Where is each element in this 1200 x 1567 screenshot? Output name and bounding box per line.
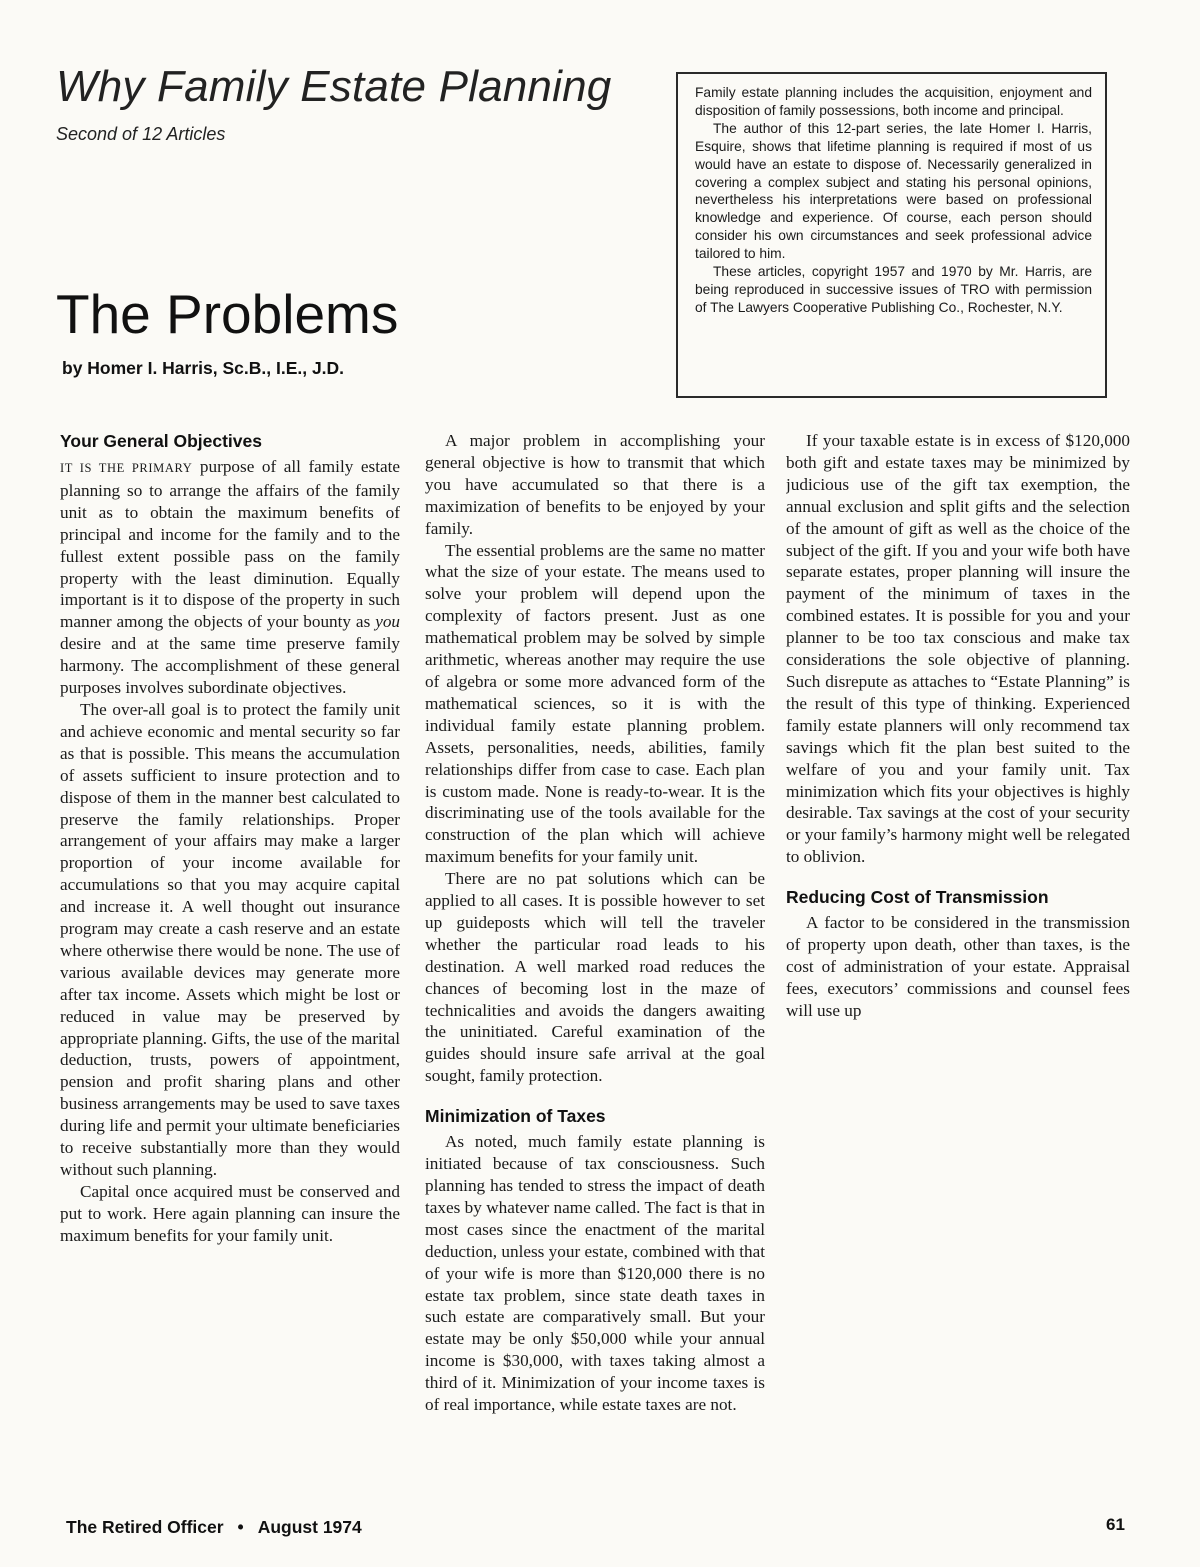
- intro-box: [676, 72, 1107, 398]
- article-paragraph: As noted, much family estate planning is initiated because of tax consciousness. Such planning has tended to stress the impact of death taxes by whatever name called. The fact is that in most cases since the enactment of the marital deduction, unless your estate, combined with that of your wife is more than $120,000 there is no estate tax problem, since state death taxes in such estate are comparatively small. But your estate may be only $50,000 while your annual income is $30,000, with taxes taking almost a third of it. Minimization of your income taxes is of real importance, while estate taxes are not.: [425, 1132, 765, 1415]
- article-paragraph: The essential problems are the same no matter what the size of your estate. The means used to solve your problem will depend upon the complexity of factors present. Just as one mathematical problem may be solved by simple arithmetic, whereas another may require the use of algebra or some more advanced form of the mathematical sciences, so it is with the individual family estate planning problem. Assets, personalities, needs, abilities, family relationships differ from case to case. Each plan is custom made. None is ready-to-wear. It is the discriminating use of the tools available for the construction of the plan which will achieve maximum benefits for your family unit.: [425, 540, 765, 867]
- emphasis-you: you: [375, 612, 400, 632]
- article-paragraph: There are no pat solutions which can be applied to all cases. It is possible however to set up guideposts which will tell the traveler whether the particular road leads to his destination. A well marked road reduces the chances of becoming lost in the maze of technicalities and avoids the dangers awaiting the uninitiated. Careful examination of the guides should insure safe arrival at the goal sought, family protection.: [425, 869, 765, 1086]
- page-number: 61: [1106, 1515, 1125, 1534]
- series-subtitle: Second of 12 Articles: [56, 124, 226, 144]
- article-paragraph: The over-all goal is to protect the family unit and achieve economic and mental security so far as that is possible. This means the accumulation of assets sufficient to insure protection and to dispose of them in the manner best calculated to preserve the family relationships. Proper arrangement of your affairs may make a larger proportion of your income available for accumulations so that you may acquire capital and increase it. A well thought out insurance program may create a cash reserve and an estate where otherwise there would be none. The use of various available devices may generate more after tax income. Assets which might be lost or reduced in value may be preserved by appropriate planning. Gifts, the use of the marital deduction, trusts, powers of appointment, pension and profit sharing plans and other business arrangements may be used to save taxes during life and permit your ultimate beneficiaries to receive substantially more than they would without such planning.: [60, 699, 400, 1179]
- article-paragraph: A factor to be considered in the transmission of property upon death, other than taxes, is the cost of administration of your estate. Appraisal fees, executors’ commissions and counsel fees will use up: [786, 913, 1130, 1020]
- intro-paragraph: Family estate planning includes the acquisition, enjoyment and disposition of family possessions, both income and principal.: [695, 85, 1092, 118]
- article-paragraph: A major problem in accomplishing your general objective is how to transmit that which you have accumulated so that there is a maximization of benefits to be enjoyed by your family.: [425, 431, 765, 538]
- footer-separator: •: [237, 1517, 244, 1537]
- section-heading-minimization-of-taxes: Minimization of Taxes: [425, 1106, 606, 1127]
- section-heading-reducing-cost-of-transmission: Reducing Cost of Transmission: [786, 887, 1049, 908]
- article-headline: The Problems: [56, 283, 399, 345]
- footer-publication-line: [66, 1517, 362, 1538]
- article-paragraph: IT IS THE PRIMARY purpose of all family estate planning so to arrange the affairs of the family unit as to obtain the maximum benefits of principal and income for the family and to the fullest extent possible pass on the family property with the least diminution. Equally important is it to dispose of the property in such manner among the objects of your bounty as you desire and at the same time preserve family harmony. The accomplishment of these general purposes involves subordinate objectives.: [60, 457, 400, 698]
- section-heading-general-objectives: Your General Objectives: [60, 431, 262, 451]
- author-byline: by Homer I. Harris, Sc.B., I.E., J.D.: [62, 358, 345, 378]
- intro-paragraph: The author of this 12-part series, the late Homer I. Harris, Esquire, shows that lifetime planning is required if most of us would have an estate to dispose of. Necessarily generalized in covering a complex subject and stating his personal opinions, nevertheless his interpretations were based on professional knowledge and experience. Of course, each person should consider his own circumstances and seek professional advice tailored to him.: [695, 120, 1092, 262]
- article-paragraph: If your taxable estate is in excess of $120,000 both gift and estate taxes may be minimized by judicious use of the gift tax exemption, the annual exclusion and split gifts and the selection of the amount of gift as well as the choice of the subject of the gift. If you and your wife both have separate estates, proper planning will insure the payment of the minimum of taxes in the combined estates. It is possible for you and your planner to be too tax conscious and make tax considerations the sole objective of planning. Such disrepute as attaches to “Estate Planning” is the result of this type of thinking. Experienced family estate planners will only recommend tax savings which fit the plan best suited to the welfare of you and your family unit. Tax minimization which fits your objectives is highly desirable. Tax savings at the cost of your security or your family’s harmony might well be relegated to oblivion.: [786, 431, 1130, 867]
- article-column-3: [786, 430, 1130, 1498]
- article-column-1: [60, 430, 400, 1498]
- lead-in-small-caps: IT IS THE PRIMARY: [60, 461, 193, 475]
- intro-paragraph: These articles, copyright 1957 and 1970 by Mr. Harris, are being reproduced in successive issues of TRO with permission of The Lawyers Cooperative Publishing Co., Rochester, N.Y.: [695, 264, 1092, 315]
- footer-issue: August 1974: [257, 1517, 362, 1537]
- footer-publication: The Retired Officer: [66, 1517, 224, 1537]
- article-column-2: [425, 430, 765, 1498]
- article-paragraph: Capital once acquired must be conserved and put to work. Here again planning can insure the maximum benefits for your family unit.: [60, 1181, 400, 1245]
- series-title: Why Family Estate Planning: [56, 62, 612, 111]
